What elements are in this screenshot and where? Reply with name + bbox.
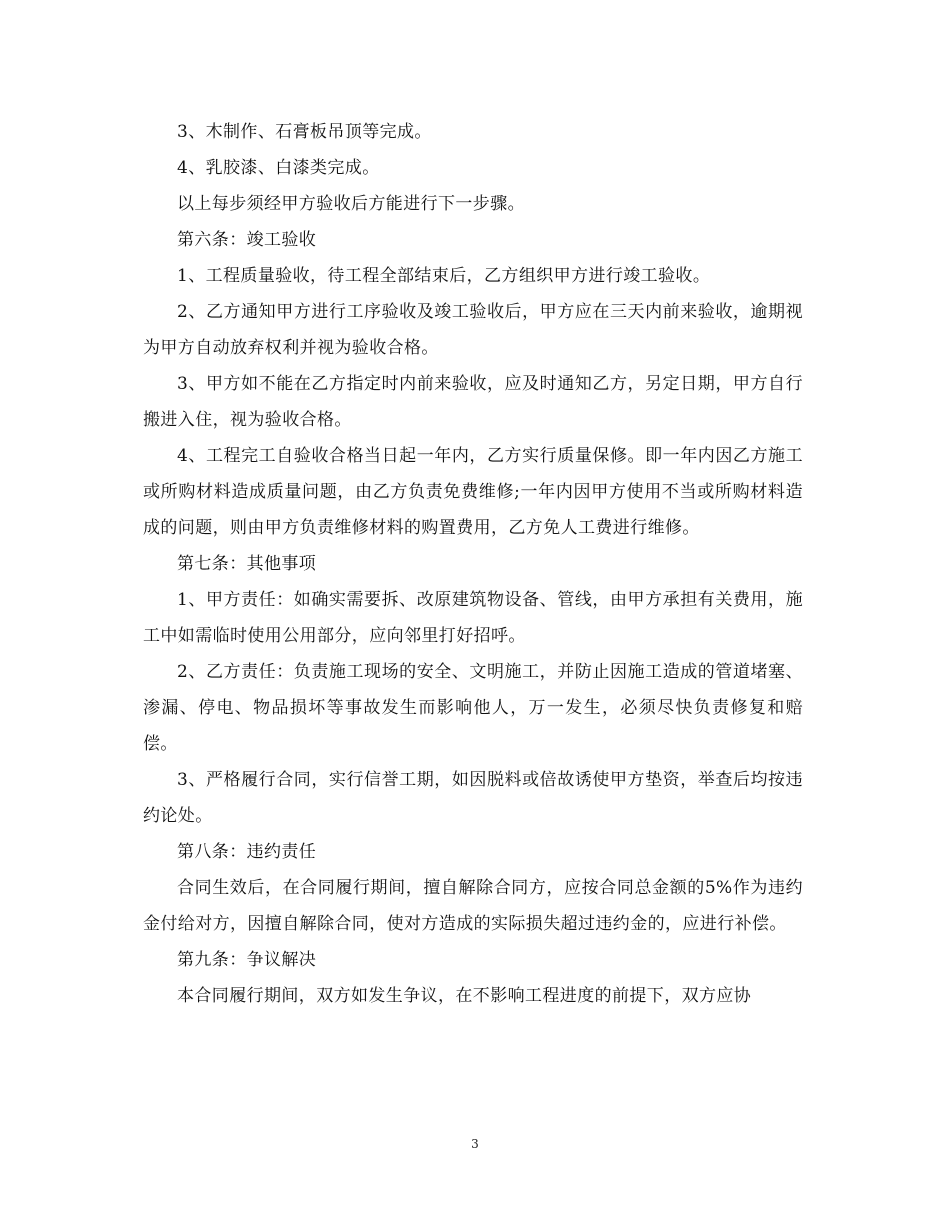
paragraph: 本合同履行期间，双方如发生争议，在不影响工程进度的前提下，双方应协 [177, 986, 752, 1006]
paragraph: 1、甲方责任：如确实需要拆、改原建筑物设备、管线，由甲方承担有关费用，施工中如需临时使用公用部分，应向邻里打好招呼。 [143, 590, 803, 646]
paragraph: 2、乙方通知甲方进行工序验收及竣工验收后，甲方应在三天内前来验收，逾期视为甲方自动放弃权利并视为验收合格。 [143, 302, 803, 358]
section-heading: 第八条：违约责任 [177, 842, 317, 862]
paragraph: 2、乙方责任：负责施工现场的安全、文明施工，并防止因施工造成的管道堵塞、渗漏、停电、物品损坏等事故发生而影响他人，万一发生，必须尽快负责修复和赔偿。 [143, 662, 803, 754]
paragraph: 4、乳胶漆、白漆类完成。 [177, 158, 380, 178]
section-heading: 第七条：其他事项 [177, 554, 317, 574]
paragraph: 3、甲方如不能在乙方指定时内前来验收，应及时通知乙方，另定日期，甲方自行搬进入住，视为验收合格。 [143, 374, 803, 430]
paragraph: 3、严格履行合同，实行信誉工期，如因脱料或倍故诱使甲方垫资，举查后均按违约论处。 [143, 770, 803, 826]
paragraph: 合同生效后，在合同履行期间，擅自解除合同方，应按合同总金额的5%作为违约金付给对方，因擅自解除合同，使对方造成的实际损失超过违约金的，应进行补偿。 [143, 878, 803, 934]
section-heading: 第九条：争议解决 [177, 950, 317, 970]
paragraph: 1、工程质量验收，待工程全部结束后，乙方组织甲方进行竣工验收。 [177, 266, 711, 286]
paragraph: 3、木制作、石膏板吊顶等完成。 [177, 122, 432, 142]
paragraph: 4、工程完工自验收合格当日起一年内，乙方实行质量保修。即一年内因乙方施工或所购材料造成质量问题，由乙方负责免费维修;一年内因甲方使用不当或所购材料造成的问题，则由甲方负责维修材料的购置费用，乙方免人工费进行维修。 [143, 446, 803, 538]
document-body [143, 114, 803, 1014]
paragraph: 以上每步须经甲方验收后方能进行下一步骤。 [177, 194, 525, 214]
section-heading: 第六条：竣工验收 [177, 230, 317, 250]
page-number: 3 [471, 1137, 479, 1151]
